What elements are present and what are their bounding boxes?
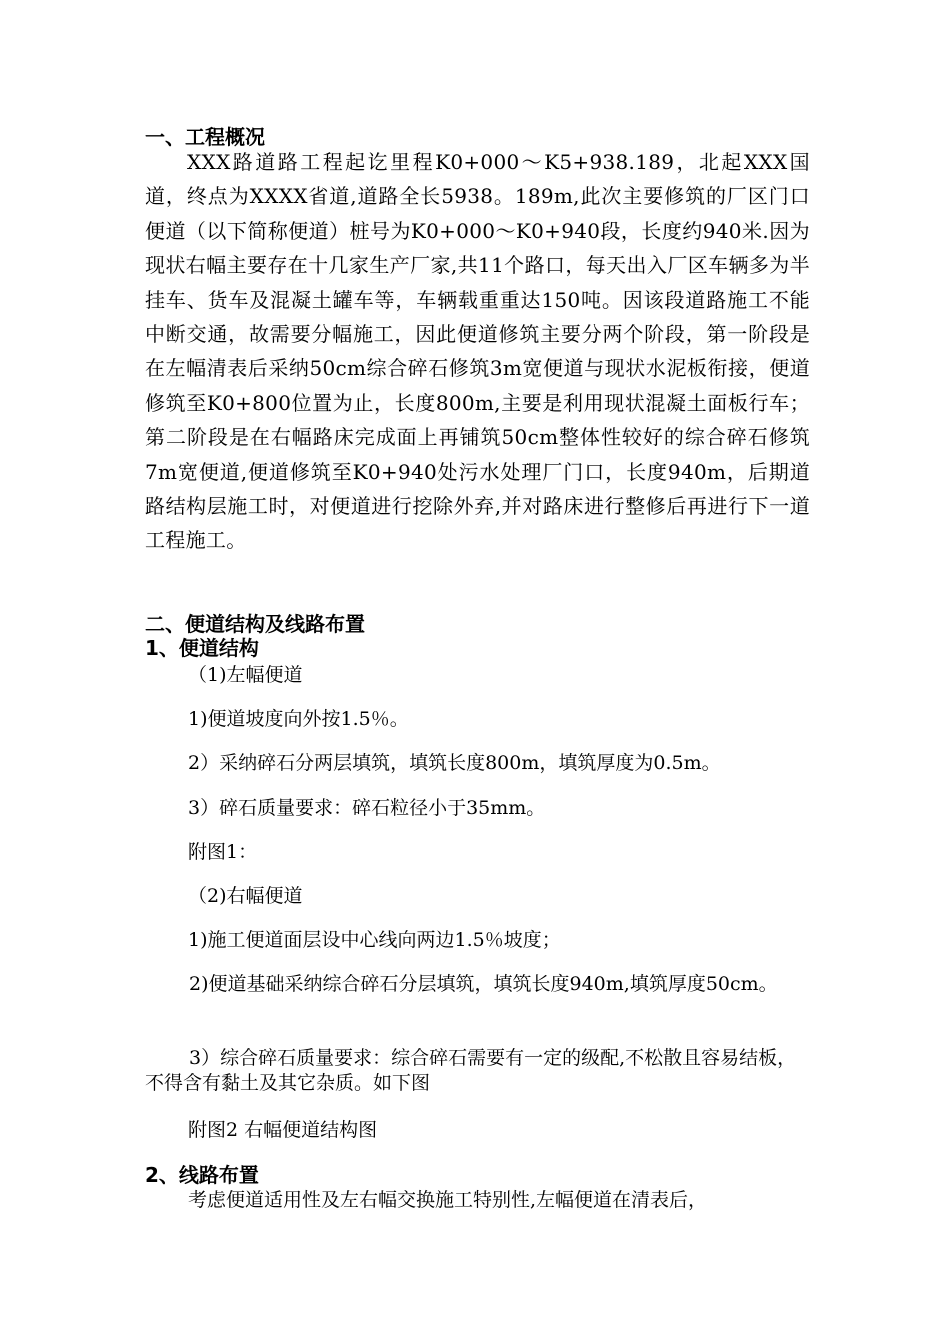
- figure-1-caption: 附图1：: [188, 841, 258, 863]
- right-road-title: （2)右幅便道: [188, 885, 303, 907]
- right-road-item-2: 2)便道基础采纳综合碎石分层填筑，填筑长度940m,填筑厚度50cm。: [189, 973, 778, 995]
- section-2-heading: 二、便道结构及线路布置: [145, 612, 365, 636]
- section-1-paragraph: [145, 145, 810, 558]
- right-road-item-3: 3）综合碎石质量要求：综合碎石需要有一定的级配,不松散且容易结板，不得含有黏土及其它杂质。如下图: [145, 1047, 797, 1094]
- section-1-paragraph-text: XXX路道路工程起讫里程K0+000～K5+938.189，北起XXX国道，终点为XXXX省道,道路全长5938。189m,此次主要修筑的厂区门口便道（以下简称便道）桩号为K0+000～K0+940段，长度约940米.因为现状右幅主要存在十几家生产厂家,共11个路口，每天出入厂区车辆多为半挂车、货车及混凝土罐车等，车辆载重重达150吨。因该段道路施工不能中断交通，故需要分幅施工，因此便道修筑主要分两个阶段，第一阶段是在左幅清表后采纳50cm综合碎石修筑3m宽便道与现状水泥板衔接，便道修筑至K0+800位置为止，长度800m,主要是利用现状混凝土面板行车；第二阶段是在右幅路床完成面上再铺筑50cm整体性较好的综合碎石修筑7m宽便道,便道修筑至K0+940处污水处理厂门口，长度940m，后期道路结构层施工时，对便道进行挖除外弃,并对路床进行整修后再进行下一道工程施工。: [145, 150, 810, 553]
- left-road-item-1: 1)便道坡度向外按1.5％。: [188, 708, 409, 730]
- right-road-item-1: 1)施工便道面层设中心线向两边1.5％坡度；: [188, 929, 561, 951]
- section-1-heading: 一、工程概况: [145, 125, 265, 149]
- subsection-2-heading: 2、线路布置: [145, 1163, 259, 1187]
- subsection-2-paragraph: 考虑便道适用性及左右幅交换施工特别性,左幅便道在清表后，: [188, 1189, 708, 1211]
- figure-2-caption: 附图2 右幅便道结构图: [188, 1119, 378, 1141]
- left-road-item-2: 2）采纳碎石分两层填筑，填筑长度800m，填筑厚度为0.5m。: [188, 752, 721, 774]
- left-road-item-3: 3）碎石质量要求：碎石粒径小于35mm。: [188, 797, 546, 819]
- left-road-title: （1)左幅便道: [188, 664, 303, 686]
- subsection-1-heading: 1、便道结构: [145, 636, 259, 660]
